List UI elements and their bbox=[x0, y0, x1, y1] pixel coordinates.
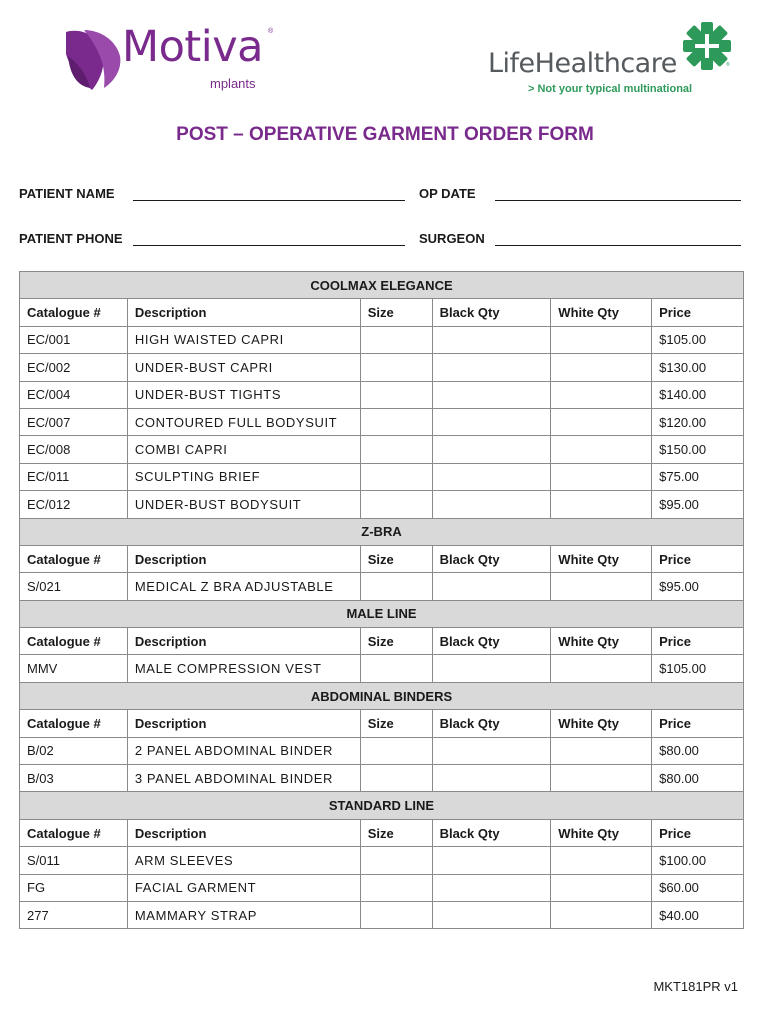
table-row bbox=[20, 573, 744, 600]
white-qty-cell[interactable] bbox=[551, 765, 652, 792]
white-qty-cell[interactable] bbox=[551, 491, 652, 518]
column-header-row bbox=[20, 628, 744, 655]
description-cell: UNDER-BUST BODYSUIT bbox=[127, 491, 360, 518]
catalogue-cell: S/011 bbox=[20, 847, 128, 874]
description-cell: UNDER-BUST CAPRI bbox=[127, 354, 360, 381]
section-header-row bbox=[20, 682, 744, 709]
description-cell: HIGH WAISTED CAPRI bbox=[127, 326, 360, 353]
col-header-description: Description bbox=[127, 545, 360, 572]
col-header-price: Price bbox=[652, 545, 744, 572]
black-qty-cell[interactable] bbox=[432, 874, 551, 901]
col-header-description: Description bbox=[127, 299, 360, 326]
section-title: MALE LINE bbox=[20, 600, 744, 627]
catalogue-cell: EC/007 bbox=[20, 408, 128, 435]
col-header-white-qty: White Qty bbox=[551, 545, 652, 572]
black-qty-cell[interactable] bbox=[432, 573, 551, 600]
lifehealthcare-tagline: > Not your typical multinational bbox=[528, 83, 693, 95]
col-header-size: Size bbox=[360, 819, 432, 846]
price-cell: $150.00 bbox=[652, 436, 744, 463]
col-header-black-qty: Black Qty bbox=[432, 628, 551, 655]
column-header-row bbox=[20, 819, 744, 846]
description-cell: 2 PANEL ABDOMINAL BINDER bbox=[127, 737, 360, 764]
motiva-leaf-logo-icon bbox=[62, 26, 126, 92]
black-qty-cell[interactable] bbox=[432, 901, 551, 928]
size-cell[interactable] bbox=[360, 436, 432, 463]
price-cell: $120.00 bbox=[652, 408, 744, 435]
col-header-black-qty: Black Qty bbox=[432, 710, 551, 737]
catalogue-cell: S/021 bbox=[20, 573, 128, 600]
form-title: POST – OPERATIVE GARMENT ORDER FORM bbox=[176, 124, 594, 145]
column-header-row bbox=[20, 299, 744, 326]
col-header-catalogue: Catalogue # bbox=[20, 545, 128, 572]
col-header-size: Size bbox=[360, 545, 432, 572]
table-row bbox=[20, 765, 744, 792]
col-header-catalogue: Catalogue # bbox=[20, 628, 128, 655]
black-qty-cell[interactable] bbox=[432, 354, 551, 381]
motiva-logo bbox=[62, 22, 282, 94]
description-cell: CONTOURED FULL BODYSUIT bbox=[127, 408, 360, 435]
table-row bbox=[20, 491, 744, 518]
white-qty-cell[interactable] bbox=[551, 874, 652, 901]
col-header-catalogue: Catalogue # bbox=[20, 299, 128, 326]
catalogue-cell: EC/012 bbox=[20, 491, 128, 518]
patient-phone-line[interactable] bbox=[133, 245, 405, 246]
white-qty-cell[interactable] bbox=[551, 655, 652, 682]
price-cell: $80.00 bbox=[652, 737, 744, 764]
col-header-catalogue: Catalogue # bbox=[20, 819, 128, 846]
description-cell: MEDICAL Z BRA ADJUSTABLE bbox=[127, 573, 360, 600]
size-cell[interactable] bbox=[360, 326, 432, 353]
size-cell[interactable] bbox=[360, 354, 432, 381]
catalogue-cell: B/03 bbox=[20, 765, 128, 792]
catalogue-cell: EC/002 bbox=[20, 354, 128, 381]
black-qty-cell[interactable] bbox=[432, 381, 551, 408]
price-cell: $80.00 bbox=[652, 765, 744, 792]
table-row bbox=[20, 354, 744, 381]
price-cell: $140.00 bbox=[652, 381, 744, 408]
col-header-description: Description bbox=[127, 710, 360, 737]
section-header-row bbox=[20, 518, 744, 545]
price-cell: $60.00 bbox=[652, 874, 744, 901]
catalogue-cell: FG bbox=[20, 874, 128, 901]
patient-phone-label: PATIENT PHONE bbox=[19, 231, 123, 246]
white-qty-cell[interactable] bbox=[551, 354, 652, 381]
table-row bbox=[20, 847, 744, 874]
description-cell: ARM SLEEVES bbox=[127, 847, 360, 874]
description-cell: MAMMARY STRAP bbox=[127, 901, 360, 928]
black-qty-cell[interactable] bbox=[432, 765, 551, 792]
white-qty-cell[interactable] bbox=[551, 463, 652, 490]
section-title: STANDARD LINE bbox=[20, 792, 744, 819]
surgeon-label: SURGEON bbox=[419, 231, 485, 246]
lifehealthcare-wordmark: LifeHealthcare bbox=[488, 48, 677, 79]
size-cell[interactable] bbox=[360, 573, 432, 600]
size-cell[interactable] bbox=[360, 491, 432, 518]
table-row bbox=[20, 737, 744, 764]
col-header-white-qty: White Qty bbox=[551, 299, 652, 326]
black-qty-cell[interactable] bbox=[432, 326, 551, 353]
col-header-size: Size bbox=[360, 299, 432, 326]
col-header-price: Price bbox=[652, 628, 744, 655]
section-header-row bbox=[20, 272, 744, 299]
section-title: COOLMAX ELEGANCE bbox=[20, 272, 744, 299]
col-header-size: Size bbox=[360, 710, 432, 737]
size-cell[interactable] bbox=[360, 901, 432, 928]
table-row bbox=[20, 874, 744, 901]
description-cell: SCULPTING BRIEF bbox=[127, 463, 360, 490]
col-header-description: Description bbox=[127, 628, 360, 655]
op-date-label: OP DATE bbox=[419, 186, 476, 201]
description-cell: MALE COMPRESSION VEST bbox=[127, 655, 360, 682]
lifehealthcare-logo bbox=[488, 20, 738, 100]
white-qty-cell[interactable] bbox=[551, 436, 652, 463]
surgeon-line[interactable] bbox=[495, 245, 741, 246]
section-title: ABDOMINAL BINDERS bbox=[20, 682, 744, 709]
column-header-row bbox=[20, 545, 744, 572]
description-cell: 3 PANEL ABDOMINAL BINDER bbox=[127, 765, 360, 792]
size-cell[interactable] bbox=[360, 874, 432, 901]
col-header-description: Description bbox=[127, 819, 360, 846]
col-header-catalogue: Catalogue # bbox=[20, 710, 128, 737]
size-cell[interactable] bbox=[360, 381, 432, 408]
section-header-row bbox=[20, 792, 744, 819]
black-qty-cell[interactable] bbox=[432, 847, 551, 874]
size-cell[interactable] bbox=[360, 847, 432, 874]
catalogue-cell: EC/004 bbox=[20, 381, 128, 408]
white-qty-cell[interactable] bbox=[551, 381, 652, 408]
table-row bbox=[20, 901, 744, 928]
section-header-row bbox=[20, 600, 744, 627]
table-row bbox=[20, 463, 744, 490]
lifehealthcare-registered-mark: ® bbox=[726, 62, 730, 68]
price-cell: $40.00 bbox=[652, 901, 744, 928]
col-header-price: Price bbox=[652, 710, 744, 737]
col-header-white-qty: White Qty bbox=[551, 819, 652, 846]
col-header-black-qty: Black Qty bbox=[432, 819, 551, 846]
catalogue-cell: EC/008 bbox=[20, 436, 128, 463]
catalogue-cell: 277 bbox=[20, 901, 128, 928]
price-cell: $95.00 bbox=[652, 573, 744, 600]
table-row bbox=[20, 326, 744, 353]
price-cell: $75.00 bbox=[652, 463, 744, 490]
motiva-subtitle: mplants bbox=[210, 76, 256, 91]
table-row bbox=[20, 655, 744, 682]
black-qty-cell[interactable] bbox=[432, 491, 551, 518]
col-header-price: Price bbox=[652, 299, 744, 326]
motiva-registered-mark: ® bbox=[268, 28, 274, 35]
white-qty-cell[interactable] bbox=[551, 737, 652, 764]
catalogue-cell: EC/001 bbox=[20, 326, 128, 353]
black-qty-cell[interactable] bbox=[432, 655, 551, 682]
col-header-white-qty: White Qty bbox=[551, 628, 652, 655]
section-title: Z-BRA bbox=[20, 518, 744, 545]
size-cell[interactable] bbox=[360, 737, 432, 764]
black-qty-cell[interactable] bbox=[432, 737, 551, 764]
black-qty-cell[interactable] bbox=[432, 408, 551, 435]
price-cell: $105.00 bbox=[652, 655, 744, 682]
table-row bbox=[20, 408, 744, 435]
black-qty-cell[interactable] bbox=[432, 436, 551, 463]
catalogue-cell: EC/011 bbox=[20, 463, 128, 490]
white-qty-cell[interactable] bbox=[551, 901, 652, 928]
table-row bbox=[20, 381, 744, 408]
price-cell: $130.00 bbox=[652, 354, 744, 381]
column-header-row bbox=[20, 710, 744, 737]
patient-name-label: PATIENT NAME bbox=[19, 186, 115, 201]
col-header-white-qty: White Qty bbox=[551, 710, 652, 737]
white-qty-cell[interactable] bbox=[551, 573, 652, 600]
op-date-line[interactable] bbox=[495, 200, 741, 201]
catalogue-cell: B/02 bbox=[20, 737, 128, 764]
white-qty-cell[interactable] bbox=[551, 847, 652, 874]
description-cell: UNDER-BUST TIGHTS bbox=[127, 381, 360, 408]
document-code: MKT181PR v1 bbox=[653, 979, 738, 994]
order-table bbox=[19, 271, 744, 929]
col-header-black-qty: Black Qty bbox=[432, 299, 551, 326]
catalogue-cell: MMV bbox=[20, 655, 128, 682]
description-cell: FACIAL GARMENT bbox=[127, 874, 360, 901]
price-cell: $95.00 bbox=[652, 491, 744, 518]
description-cell: COMBI CAPRI bbox=[127, 436, 360, 463]
price-cell: $105.00 bbox=[652, 326, 744, 353]
table-row bbox=[20, 436, 744, 463]
size-cell[interactable] bbox=[360, 463, 432, 490]
white-qty-cell[interactable] bbox=[551, 408, 652, 435]
white-qty-cell[interactable] bbox=[551, 326, 652, 353]
col-header-black-qty: Black Qty bbox=[432, 545, 551, 572]
black-qty-cell[interactable] bbox=[432, 463, 551, 490]
patient-name-line[interactable] bbox=[133, 200, 405, 201]
size-cell[interactable] bbox=[360, 765, 432, 792]
size-cell[interactable] bbox=[360, 408, 432, 435]
col-header-size: Size bbox=[360, 628, 432, 655]
motiva-wordmark: Motiva bbox=[122, 22, 264, 72]
price-cell: $100.00 bbox=[652, 847, 744, 874]
size-cell[interactable] bbox=[360, 655, 432, 682]
col-header-price: Price bbox=[652, 819, 744, 846]
